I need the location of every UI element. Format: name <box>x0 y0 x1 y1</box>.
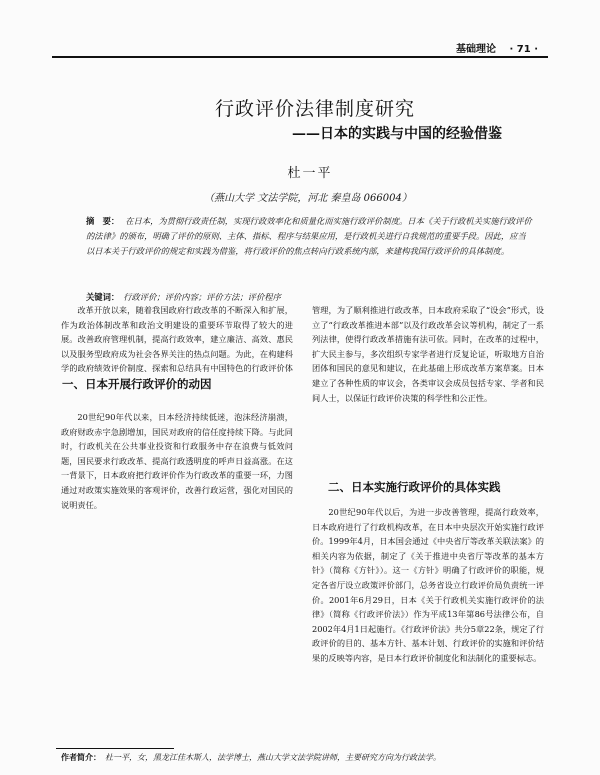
footnote-rule <box>56 748 174 749</box>
abstract-label: 摘 要： <box>86 216 120 226</box>
footnote-text: 杜一平，女，黑龙江佳木斯人，法学博士，燕山大学文法学院讲师，主要研究方向为行政法学。 <box>105 753 441 762</box>
section-1-heading: 一、日本开展行政评价的动因 <box>62 377 212 391</box>
running-head <box>456 40 538 55</box>
right-column-intro <box>312 303 544 463</box>
keywords-label: 关键词： <box>86 292 120 302</box>
right-column-body <box>312 505 544 743</box>
author-affiliation: （燕山大学 文法学院，河北 秦皇岛 066004） <box>204 193 412 204</box>
footnote-label: 作者简介： <box>61 752 101 762</box>
section-1-paragraph: 20世纪90年代以来，日本经济持续低迷，泡沫经济崩溃，政府财政赤字急剧增加，国民对政府的信任度持续下降。与此同时，行政机关在公共事业投资和行政服务中存在浪费与低效问题，国民要求行政改革、提高行政透明度的呼声日益高涨。在这一背景下，日本政府把行政评价作为行政改革的重要一环，力图通过对政策实施效果的客观评价，改善行政运营，强化对国民的说明责任。 <box>61 412 293 510</box>
keywords-text: 行政评价；评价内容；评价方法；评价程序 <box>123 292 281 302</box>
article-title: 行政评价法律制度研究 <box>214 98 415 120</box>
abstract <box>86 214 532 260</box>
section-2-paragraph: 20世纪90年代以后，为进一步改善管理，提高行政效率，日本政府进行了行政机构改革，在日本中央层次开始实施行政评价。1999年4月，日本国会通过《中央省厅等改革关联法案》的相关内容为依据，制定了《关于推进中央省厅等改革的基本方针》（简称《方针》）。这一《方针》明确了行政评价的职能，规定各省厅设立政策评价部门，总务省设立行政评价局负责统一评价。2001年6月29日，日本《关于行政机关实施行政评价的法律》（简称《行政评价法》）作为平成13年第86号法律公布，自2002年4月1日起施行。《行政评价法》共分5章22条，规定了行政评价的目的、基本方针、基本计划、行政评价的实施和评价结果的反映等内容，是日本行政评价制度化和法制化的重要标志。 <box>312 507 544 663</box>
intro-paragraph: 改革开放以来，随着我国政府行政改革的不断深入和扩展，作为政治体制改革和政治文明建设的重要环节取得了较大的进展。改善政府管理机制，提高行政效率，建立廉洁、高效、惠民以及服务型政府成为社会各界关注的热点问题。为此，在构建科学的政府绩效评价制度、探索和总结具有中国特色的行政评价体 <box>61 305 293 374</box>
article-subtitle: ——日本的实践与中国的经验借鉴 <box>292 126 502 142</box>
page-number: · 71 · <box>509 44 538 55</box>
header-rule <box>52 56 548 58</box>
author-footnote <box>61 752 551 763</box>
keywords <box>86 291 532 303</box>
left-column-body <box>61 410 293 745</box>
journal-section-name: 基础理论 <box>456 44 497 55</box>
left-column-intro <box>61 303 293 376</box>
author-name: 杜一平 <box>287 166 333 181</box>
right-intro-paragraph: 管理，为了顺利推进行政改革，日本政府采取了“设会”形式，设立了“行政改革推进本部”以及行政改革会议等机构，制定了一系列法律，使得行政改革措施有法可依。同时，在改革的过程中，扩大民主参与，多次组织专家学者进行反复论证，听取地方自治团体和国民的意见和建议，在此基础上形成改革方案草案。日本建立了各种性质的审议会，各类审议会成员包括专家、学者和民间人士，以保证行政评价决策的科学性和公正性。 <box>312 305 544 403</box>
abstract-text: 在日本，为贯彻行政责任制，实现行政效率化和质量化而实施行政评价制度。日本《关于行政机关实施行政评价的法律》的颁布，明确了评价的原则、主体、指标、程序与结果应用，是行政机关进行自我规范的重要手段。因此，应当以日本关于行政评价的规定和实践为借鉴，将行政评价的焦点转向行政系统内部，来建构我国行政评价的具体制度。 <box>86 216 532 257</box>
section-2-heading: 二、日本实施行政评价的具体实践 <box>328 480 501 494</box>
